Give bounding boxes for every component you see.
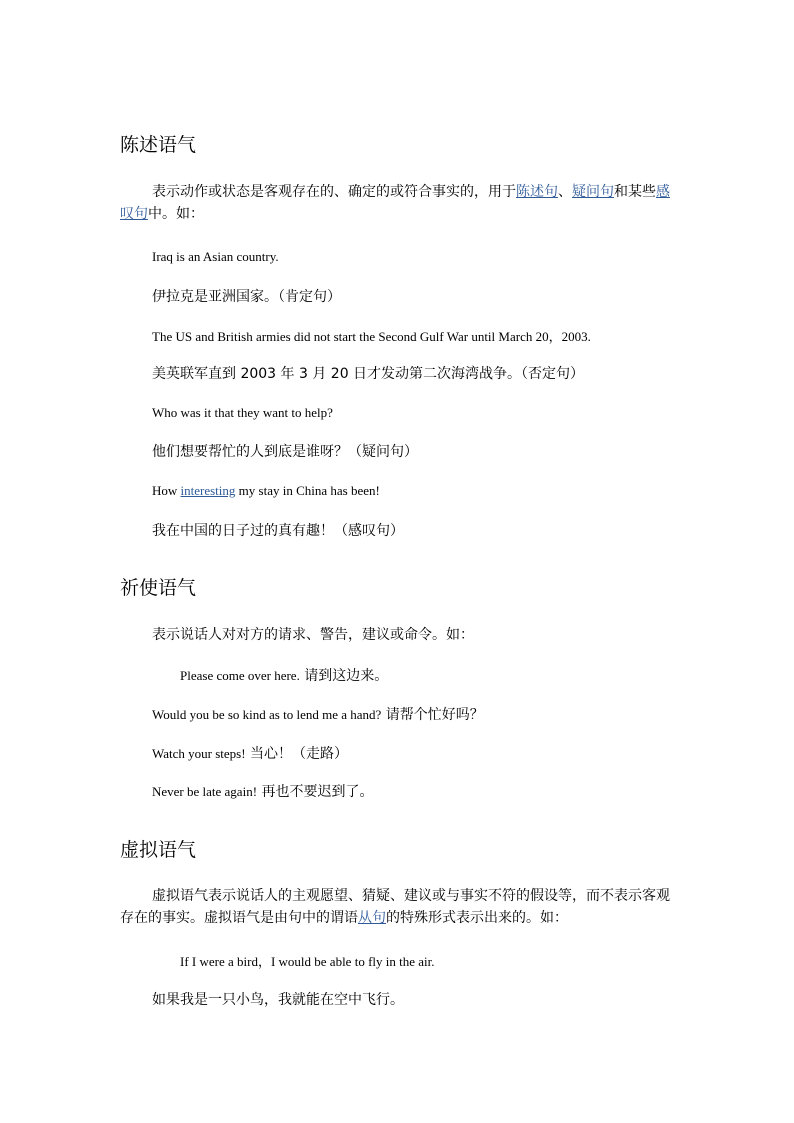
separator: 、 <box>558 184 572 200</box>
link-interesting[interactable]: interesting <box>180 483 236 498</box>
imperative-example-4 <box>152 781 373 801</box>
example-en-4-b: my stay in China has been! <box>235 483 380 498</box>
imperative-zh-3: 当心！（走路） <box>250 746 348 762</box>
imperative-zh-2: 请帮个忙好吗？ <box>385 707 484 723</box>
imperative-example-1 <box>180 665 388 685</box>
subjunctive-example-zh: 如果我是一只小鸟，我就能在空中飞行。 <box>152 992 404 1008</box>
example-zh-3: 他们想要帮忙的人到底是谁呀？（疑问句） <box>152 444 418 460</box>
subjunctive-example-en: If I were a bird，I would be able to fly in the air. <box>180 954 435 969</box>
imperative-en-2: Would you be so kind as to lend me a hand? <box>152 707 382 722</box>
example-en-1: Iraq is an Asian country. <box>152 249 279 264</box>
heading-subjunctive: 虚拟语气 <box>120 839 197 861</box>
intro-text: 表示动作或状态是客观存在的、确定的或符合事实的，用于 <box>152 184 516 200</box>
example-en-4 <box>152 483 380 499</box>
example-en-2: The US and British armies did not start the Second Gulf War until March 20，2003. <box>152 329 591 344</box>
paragraph-indicative-intro <box>120 181 680 225</box>
example-zh-4: 我在中国的日子过的真有趣！（感叹句） <box>152 523 404 539</box>
heading-imperative: 祈使语气 <box>120 577 197 599</box>
paragraph-imperative-intro: 表示说话人对对方的请求、警告，建议或命令。如： <box>152 627 474 643</box>
example-en-3: Who was it that they want to help? <box>152 405 333 420</box>
imperative-zh-1: 请到这边来。 <box>304 668 389 684</box>
imperative-en-3: Watch your steps! <box>152 746 246 761</box>
paragraph-subjunctive-intro <box>120 885 680 929</box>
heading-indicative: 陈述语气 <box>120 134 197 156</box>
example-zh-1: 伊拉克是亚洲国家。（肯定句） <box>152 289 341 305</box>
example-en-4-a: How <box>152 483 181 498</box>
imperative-example-2 <box>152 704 484 724</box>
intro-mid: 和某些 <box>614 184 656 200</box>
link-declarative[interactable]: 陈述句 <box>516 184 558 200</box>
link-exclamatory[interactable]: 感叹句 <box>120 184 670 222</box>
intro-end: 中。如： <box>148 206 204 222</box>
imperative-en-1: Please come over here. <box>180 668 300 683</box>
imperative-en-4: Never be late again! <box>152 784 258 799</box>
example-zh-2: 美英联军直到 2003 年 3 月 20 日才发动第二次海湾战争。（否定句） <box>152 366 585 382</box>
link-interrogative[interactable]: 疑问句 <box>572 184 614 200</box>
imperative-zh-4: 再也不要迟到了。 <box>261 784 374 800</box>
imperative-example-3 <box>152 743 348 763</box>
subjunctive-intro-a: 虚拟语气表示说话人的主观愿望、猜疑、建议或与事实不符的假设等，而不表示客观存在的事实。虚拟语气是由句中的谓语 <box>120 888 670 926</box>
subjunctive-intro-b: 的特殊形式表示出来的。如： <box>386 910 568 926</box>
link-clause[interactable]: 从句 <box>358 910 386 926</box>
